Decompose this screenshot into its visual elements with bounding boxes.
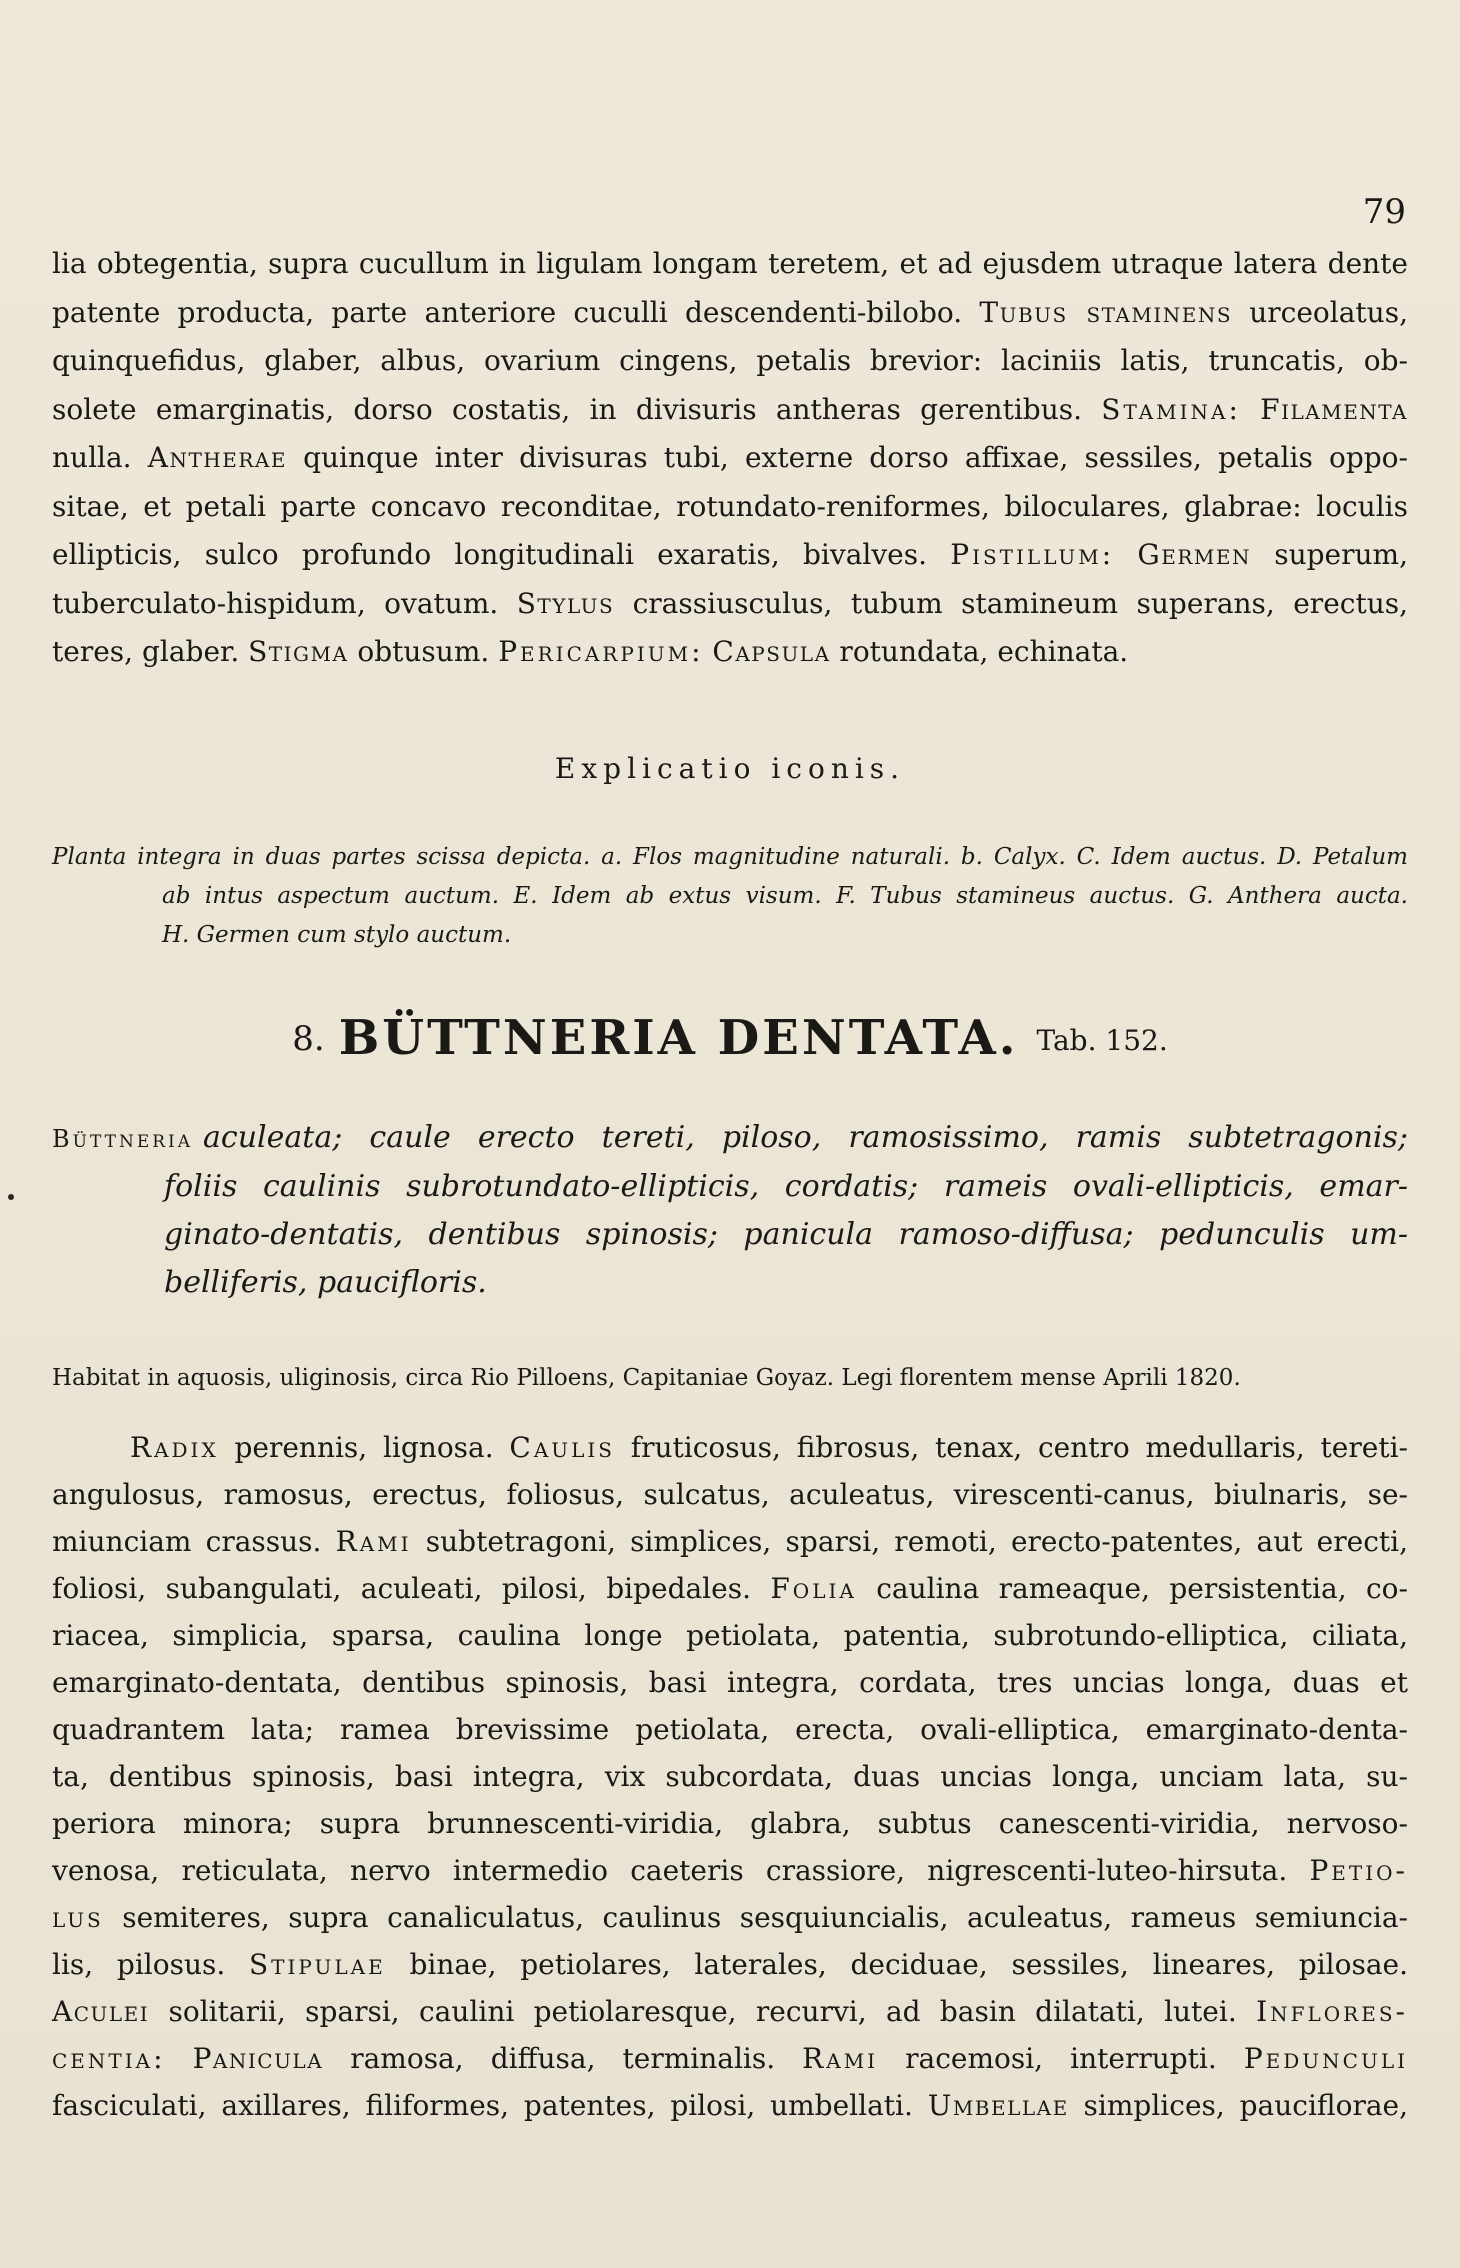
explicatio-heading: Explicatio iconis. [554,752,906,785]
plate-reference: Tab. 152. [1036,1024,1168,1057]
text-line: miunciam crassus. Rami subtetragoni, simplices, sparsi, remoti, erecto-patentes, aut erecti, [52,1525,1408,1558]
text-line: teres, glaber. Stigma obtusum. Pericarpium: Capsula rotundata, echinata. [52,635,1129,668]
habitat-note [52,1360,1408,1396]
species-title [0,1010,1460,1066]
diagnosis-line: ginato-dentatis, dentibus spinosis; panicula ramoso-diffusa; pedunculis um- [164,1217,1408,1252]
genus-name: Büttneria [52,1125,194,1153]
diagnosis-line: foliis caulinis subrotundato-ellipticis, cordatis; rameis ovali-ellipticis, emar- [164,1169,1408,1204]
text-line: foliosi, subangulati, aculeati, pilosi, bipedales. Folia caulina rameaque, persistentia, co- [52,1572,1408,1605]
text-line: lus semiteres, supra canaliculatus, caulinus sesquiuncialis, aculeatus, rameus semiuncia- [52,1901,1408,1934]
text-line: quinquefidus, glaber, albus, ovarium cingens, petalis brevior: laciniis latis, truncatis, ob- [52,344,1408,377]
text-line: centia: Panicula ramosa, diffusa, terminalis. Rami racemosi, interrupti. Pedunculi [52,2042,1408,2075]
text-line: ta, dentibus spinosis, basi integra, vix subcordata, duas uncias longa, unciam lata, su- [52,1760,1408,1793]
explanation-line: ab intus aspectum auctum. E. Idem ab extus visum. F. Tubus stamineus auctus. G. Anthera aucta. [162,883,1408,909]
text-line: quadrantem lata; ramea brevissime petiolata, erecta, ovali-elliptica, emarginato-denta- [52,1713,1408,1746]
text-line: tuberculato-hispidum, ovatum. Stylus crassiusculus, tubum stamineum superans, erectus, [52,586,1409,620]
species-diagnosis [52,1114,1408,1307]
species-number: 8. [292,1019,325,1059]
text-line: emarginato-dentata, dentibus spinosis, basi integra, cordata, tres uncias longa, duas et [52,1666,1408,1699]
diagnosis-line: belliferis, paucifloris. [164,1265,487,1300]
text-line: Aculei solitarii, sparsi, caulini petiolaresque, recurvi, ad basin dilatati, lutei. Inflores- [52,1995,1408,2028]
text-line: venosa, reticulata, nervo intermedio caeteris crassiore, nigrescenti-luteo-hirsuta. Petio- [52,1854,1408,1887]
description-paragraph [52,240,1408,677]
text-line: Radix perennis, lignosa. Caulis fruticosus, fibrosus, tenax, centro medullaris, tereti- [130,1431,1408,1464]
species-name: BÜTTNERIA DENTATA. [338,1010,1019,1066]
text-line: solete emarginatis, dorso costatis, in divisuris antheras gerentibus. Stamina: Filamenta [52,392,1408,426]
page-number: 79 [1362,192,1406,232]
text-line: sitae, et petali parte concavo reconditae, rotundato-reniformes, biloculares, glabrae: loculis [52,489,1408,523]
text-line: lia obtegentia, supra cucullum in ligulam longam teretem, et ad ejusdem utraque latera dente [52,247,1408,280]
explanation-line: H. Germen cum stylo auctum. [162,922,512,948]
figure-explanation [52,838,1408,955]
text-line: ellipticis, sulco profundo longitudinali exaratis, bivalves. Pistillum: Germen superum, [52,538,1408,571]
text-line: riacea, simplicia, sparsa, caulina longe petiolata, patentia, subrotundo-elliptica, ciliata, [52,1619,1408,1652]
margin-mark [8,1194,14,1200]
habitat-line: Habitat in aquosis, uliginosis, circa Rio Pilloens, Capitaniae Goyaz. Legi florentem mense Aprili 1820. [52,1365,1241,1391]
text-line: nulla. Antherae quinque inter divisuras tubi, externe dorso affixae, sessiles, petalis oppo- [52,441,1408,474]
diagnosis-line: Büttneria aculeata; caule erecto tereti, piloso, ramosissimo, ramis subtetragonis; [52,1120,1408,1155]
explanation-line: Planta integra in duas partes scissa depicta. a. Flos magnitudine naturali. b. Calyx. C. Idem auctus. D. Petalum [52,844,1408,870]
text-line: angulosus, ramosus, erectus, foliosus, sulcatus, aculeatus, virescenti-canus, biulnaris, se- [52,1478,1408,1511]
text-line: fasciculati, axillares, filiformes, patentes, pilosi, umbellati. Umbellae simplices, pauciflorae, [52,2089,1408,2122]
morphology-paragraph [52,1424,1408,2129]
text-line: periora minora; supra brunnescenti-viridia, glabra, subtus canescenti-viridia, nervoso- [52,1807,1408,1840]
text-line: lis, pilosus. Stipulae binae, petiolares, laterales, deciduae, sessiles, lineares, pilosae. [52,1948,1408,1981]
text-line: patente producta, parte anteriore cuculli descendenti-bilobo. Tubus staminens urceolatus, [52,295,1408,329]
